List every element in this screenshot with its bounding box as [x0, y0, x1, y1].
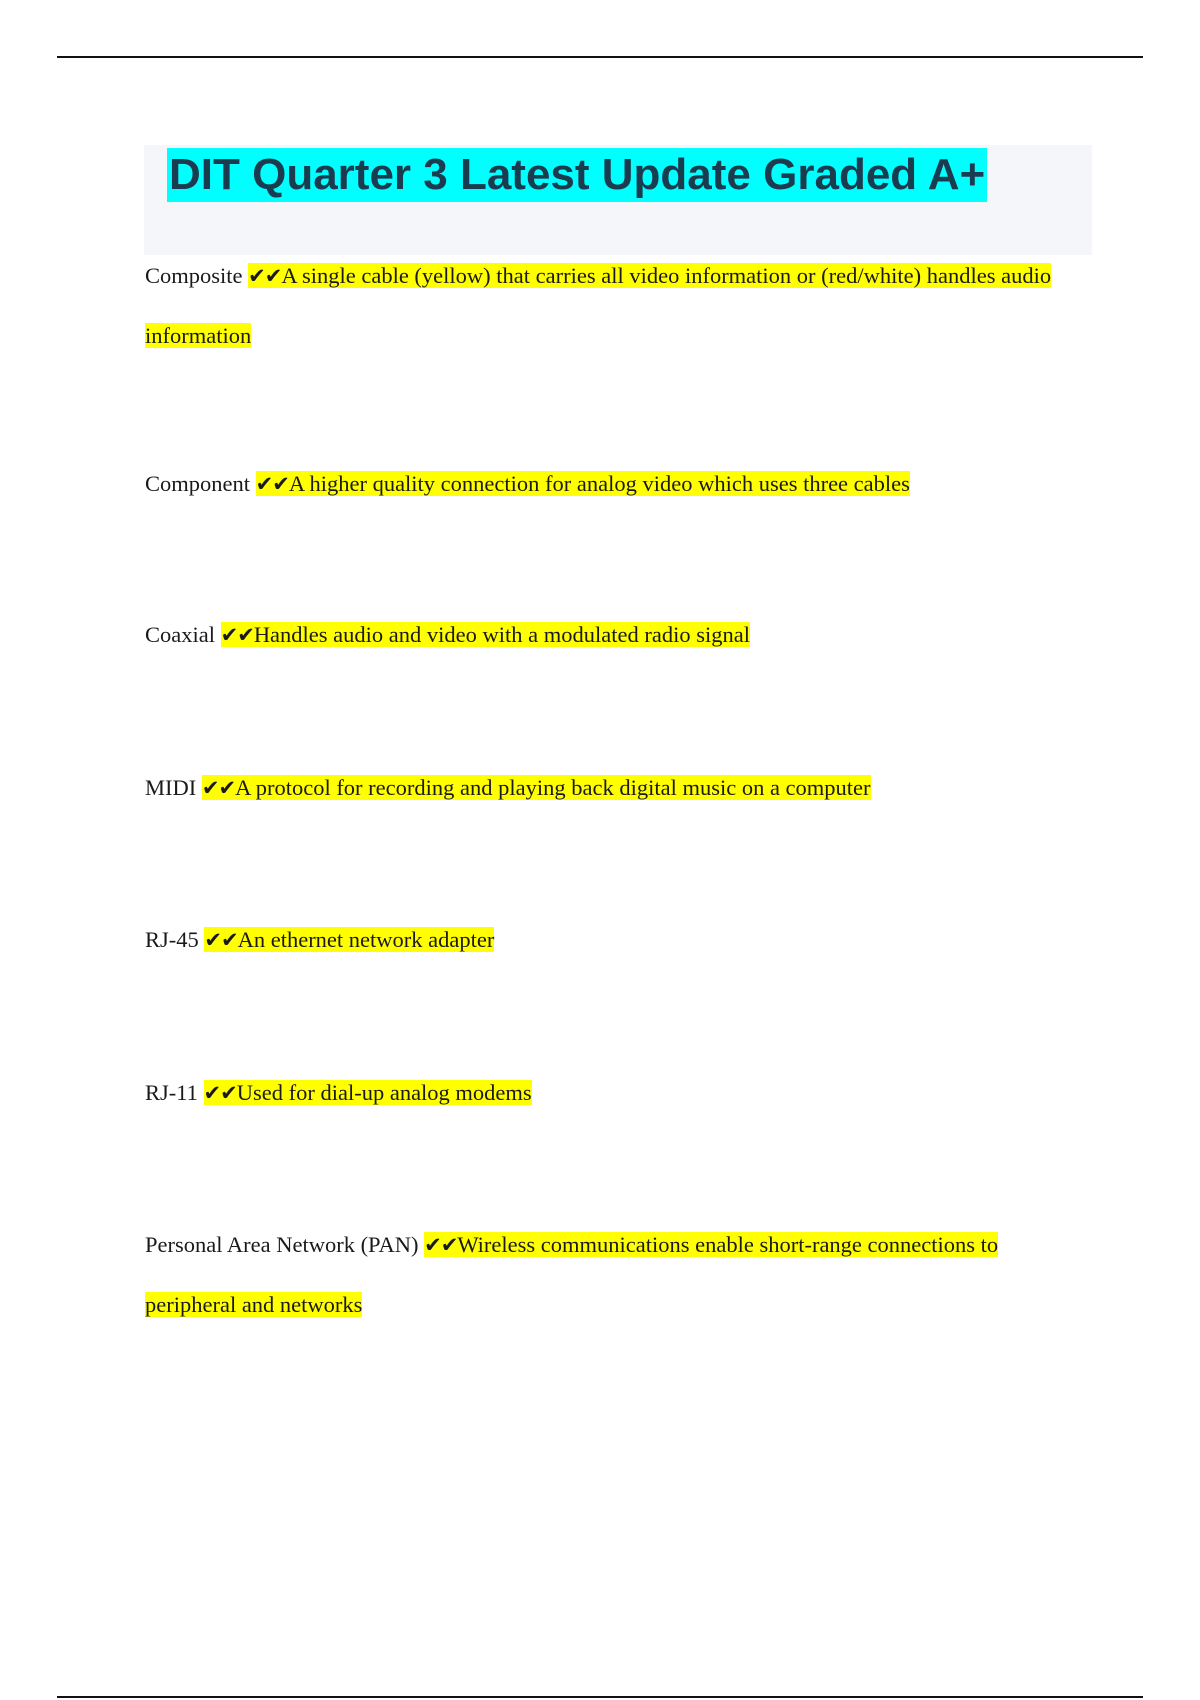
double-check-icon: ✔✔ [204, 928, 238, 952]
entry-midi [145, 758, 1075, 818]
double-check-icon: ✔✔ [424, 1233, 458, 1257]
entry-rj45 [145, 910, 1075, 970]
entry-term: Coaxial [145, 622, 215, 647]
entry-definition: A higher quality connection for analog video which uses three cables [288, 471, 910, 496]
entry-definition: A protocol for recording and playing back digital music on a computer [235, 775, 871, 800]
top-rule [57, 56, 1143, 58]
entry-definition-highlight [221, 622, 750, 647]
entry-definition: Handles audio and video with a modulated radio signal [253, 622, 750, 647]
entry-definition-highlight [204, 1080, 532, 1105]
double-check-icon: ✔✔ [255, 472, 289, 496]
entry-definition-highlight [204, 927, 494, 952]
entry-term: Composite [145, 263, 243, 288]
double-check-icon: ✔✔ [248, 264, 282, 288]
double-check-icon: ✔✔ [220, 623, 254, 647]
entry-composite [145, 246, 1075, 365]
bottom-rule [57, 1696, 1143, 1698]
entry-definition: A single cable (yellow) that carries all video information or (red/white) handles audio information [145, 263, 1052, 348]
document-title: DIT Quarter 3 Latest Update Graded A+ [167, 148, 987, 202]
entry-component [145, 454, 1075, 514]
entry-term: Personal Area Network (PAN) [145, 1232, 419, 1257]
entry-term: Component [145, 471, 250, 496]
entry-rj11 [145, 1063, 1075, 1123]
entry-term: MIDI [145, 775, 197, 800]
entry-definition: Wireless communications enable short-range connections to peripheral and networks [145, 1232, 999, 1317]
entry-coaxial [145, 605, 1075, 665]
entry-definition-highlight [145, 263, 1051, 348]
entry-term: RJ-45 [145, 927, 199, 952]
entry-pan [145, 1215, 1075, 1334]
double-check-icon: ✔✔ [203, 1081, 237, 1105]
entry-definition-highlight [256, 471, 910, 496]
entry-definition: Used for dial-up analog modems [236, 1080, 532, 1105]
entry-term: RJ-11 [145, 1080, 198, 1105]
double-check-icon: ✔✔ [201, 776, 236, 800]
entry-definition: An ethernet network adapter [237, 927, 495, 952]
entry-definition-highlight [202, 775, 871, 800]
